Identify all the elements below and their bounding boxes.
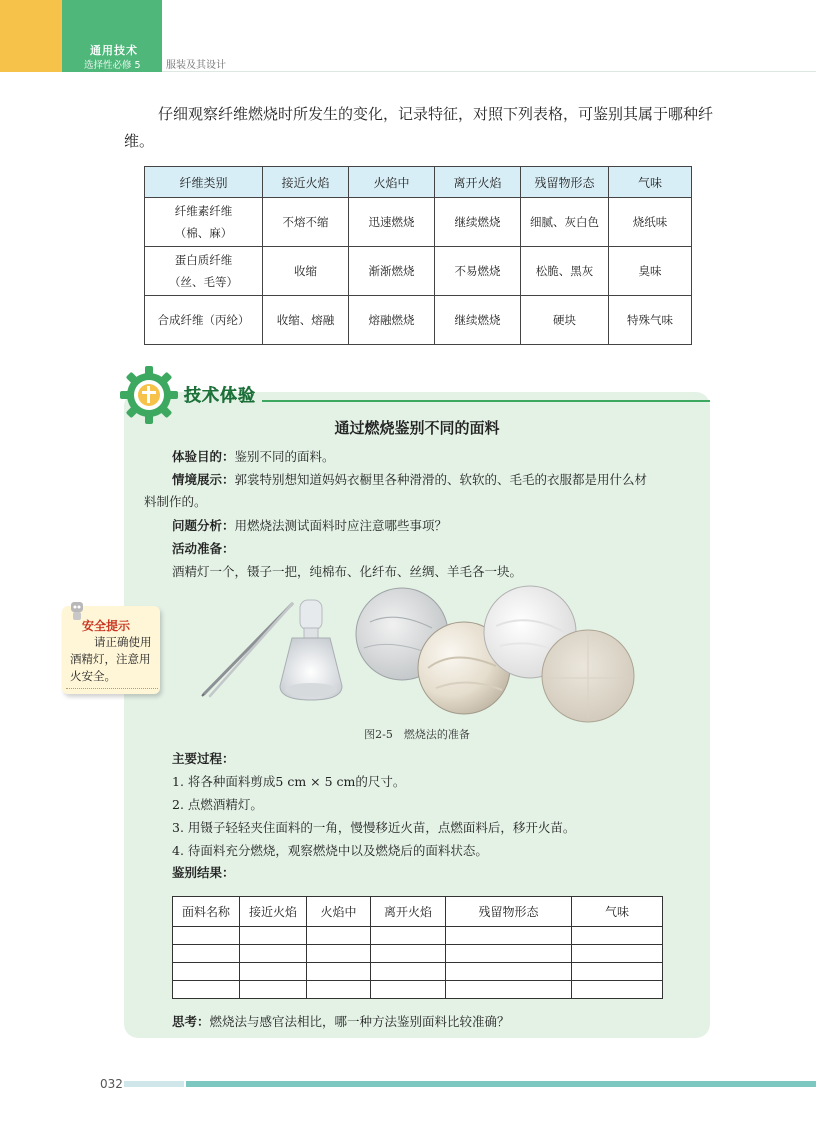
table-cell	[240, 981, 307, 999]
fiber-table-header: 火焰中	[349, 167, 435, 198]
table-cell	[240, 927, 307, 945]
fiber-category-examples: （棉、麻）	[174, 226, 233, 240]
table-cell	[446, 981, 572, 999]
fiber-table-header: 离开火焰	[435, 167, 521, 198]
purpose-text: 鉴别不同的面料。	[234, 449, 335, 464]
result-table-header: 离开火焰	[371, 897, 446, 927]
scenario-line	[172, 469, 702, 491]
footer-bar-light	[124, 1081, 184, 1087]
purpose-line	[172, 446, 702, 468]
process-step: 4. 待面料充分燃烧，观察燃烧中以及燃烧后的面料状态。	[172, 843, 488, 858]
table-cell: 收缩	[263, 247, 349, 296]
table-cell	[371, 927, 446, 945]
table-cell: 臭味	[609, 247, 692, 296]
chapter-title: 服装及其设计	[166, 60, 226, 71]
table-cell	[240, 963, 307, 981]
fiber-category: 蛋白质纤维	[174, 253, 233, 267]
table-row	[173, 927, 663, 945]
scenario-text-continued: 料制作的。	[144, 494, 207, 509]
tweezers-image	[202, 604, 292, 696]
analysis-label: 问题分析：	[172, 518, 235, 533]
table-cell	[371, 945, 446, 963]
fiber-table-header-row	[145, 167, 692, 198]
section-brand-label: 技术体验	[184, 386, 256, 406]
table-cell	[572, 927, 663, 945]
table-cell	[173, 981, 240, 999]
footer-bar	[186, 1081, 816, 1087]
table-row	[145, 247, 692, 296]
table-cell	[307, 945, 371, 963]
table-row	[173, 945, 663, 963]
table-cell: 不易燃烧	[435, 247, 521, 296]
fiber-table-header: 纤维类别	[145, 167, 263, 198]
result-table	[172, 896, 663, 999]
process-step: 3. 用镊子轻轻夹住面料的一角，慢慢移近火苗，点燃面料后，移开火苗。	[172, 820, 576, 835]
fiber-category: 纤维素纤维	[174, 204, 233, 218]
table-cell	[307, 981, 371, 999]
table-cell: 不熔不缩	[263, 198, 349, 247]
experience-title: 通过燃烧鉴别不同的面料	[334, 419, 500, 437]
table-row	[173, 981, 663, 999]
result-label: 鉴别结果：	[172, 865, 235, 880]
think-line	[172, 1011, 702, 1033]
table-cell: 硬块	[521, 296, 609, 345]
scenario-text: 郭裳特别想知道妈妈衣橱里各种滑滑的、软软的、毛毛的衣服都是用什么材	[234, 472, 648, 487]
result-table-header: 面料名称	[173, 897, 240, 927]
safety-text-content: 请正确使用酒精灯，注意用火安全。	[70, 635, 152, 683]
figure-burning-preparation	[196, 582, 640, 726]
table-cell: 细腻、灰白色	[521, 198, 609, 247]
table-row	[145, 198, 692, 247]
table-cell: 继续燃烧	[435, 198, 521, 247]
table-cell	[371, 963, 446, 981]
safety-title: 安全提示	[82, 619, 131, 633]
prep-label-line	[172, 538, 702, 560]
brand-divider	[262, 400, 710, 402]
think-text: 燃烧法与感官法相比，哪一种方法鉴别面料比较准确？	[209, 1014, 510, 1029]
process-label-line	[172, 748, 702, 770]
table-row	[173, 963, 663, 981]
book-subtitle: 选择性必修 5	[84, 60, 141, 71]
table-cell	[307, 963, 371, 981]
scenario-label: 情境展示：	[172, 472, 235, 487]
table-cell	[371, 981, 446, 999]
table-cell: 迅速燃烧	[349, 198, 435, 247]
fiber-table	[144, 166, 692, 345]
prep-text: 酒精灯一个，镊子一把，纯棉布、化纤布、丝绸、羊毛各一块。	[172, 564, 523, 579]
figure-caption: 图2-5 燃烧法的准备	[364, 728, 470, 741]
fiber-category-cell	[145, 247, 263, 296]
table-cell: 熔融燃烧	[349, 296, 435, 345]
fiber-category: 合成纤维（丙纶）	[157, 313, 250, 327]
table-cell	[572, 981, 663, 999]
wool-fabric-image	[542, 630, 634, 722]
result-table-header: 残留物形态	[446, 897, 572, 927]
process-label: 主要过程：	[172, 751, 235, 766]
process-step: 2. 点燃酒精灯。	[172, 797, 263, 812]
table-cell: 松脆、黑灰	[521, 247, 609, 296]
table-cell: 继续燃烧	[435, 296, 521, 345]
table-cell	[572, 945, 663, 963]
table-cell	[307, 927, 371, 945]
table-cell	[173, 927, 240, 945]
alcohol-lamp-image	[280, 600, 342, 700]
prep-label: 活动准备：	[172, 541, 235, 556]
fiber-category-cell	[145, 296, 263, 345]
header-tab-yellow	[0, 0, 62, 72]
header-tab	[62, 0, 162, 72]
header-divider	[162, 71, 816, 72]
fiber-table-header: 接近火焰	[263, 167, 349, 198]
analysis-line	[172, 515, 702, 537]
table-cell	[446, 927, 572, 945]
safety-text	[70, 634, 160, 685]
table-row	[145, 296, 692, 345]
result-table-header-row	[173, 897, 663, 927]
table-cell: 收缩、熔融	[263, 296, 349, 345]
table-cell	[173, 963, 240, 981]
analysis-text: 用燃烧法测试面料时应注意哪些事项？	[234, 518, 448, 533]
result-table-header: 接近火焰	[240, 897, 307, 927]
fiber-table-header: 残留物形态	[521, 167, 609, 198]
table-cell	[173, 945, 240, 963]
fiber-category-cell	[145, 198, 263, 247]
safety-dotted-line	[66, 688, 158, 689]
book-title: 通用技术	[90, 44, 138, 57]
table-cell: 渐渐燃烧	[349, 247, 435, 296]
fiber-category-examples: （丝、毛等）	[169, 275, 238, 289]
table-cell	[446, 945, 572, 963]
table-cell: 烧纸味	[609, 198, 692, 247]
table-cell: 特殊气味	[609, 296, 692, 345]
fiber-table-header: 气味	[609, 167, 692, 198]
result-label-line	[172, 862, 702, 884]
purpose-label: 体验目的：	[172, 449, 235, 464]
table-cell	[240, 945, 307, 963]
result-table-header: 火焰中	[307, 897, 371, 927]
result-table-header: 气味	[572, 897, 663, 927]
table-cell	[572, 963, 663, 981]
think-label: 思考：	[172, 1014, 210, 1029]
process-step: 1. 将各种面料剪成5 cm × 5 cm的尺寸。	[172, 774, 406, 789]
intro-paragraph: 仔细观察纤维燃烧时所发生的变化，记录特征，对照下列表格，可鉴别其属于哪种纤维。	[124, 105, 714, 150]
table-cell	[446, 963, 572, 981]
page-number: 032	[100, 1077, 123, 1091]
